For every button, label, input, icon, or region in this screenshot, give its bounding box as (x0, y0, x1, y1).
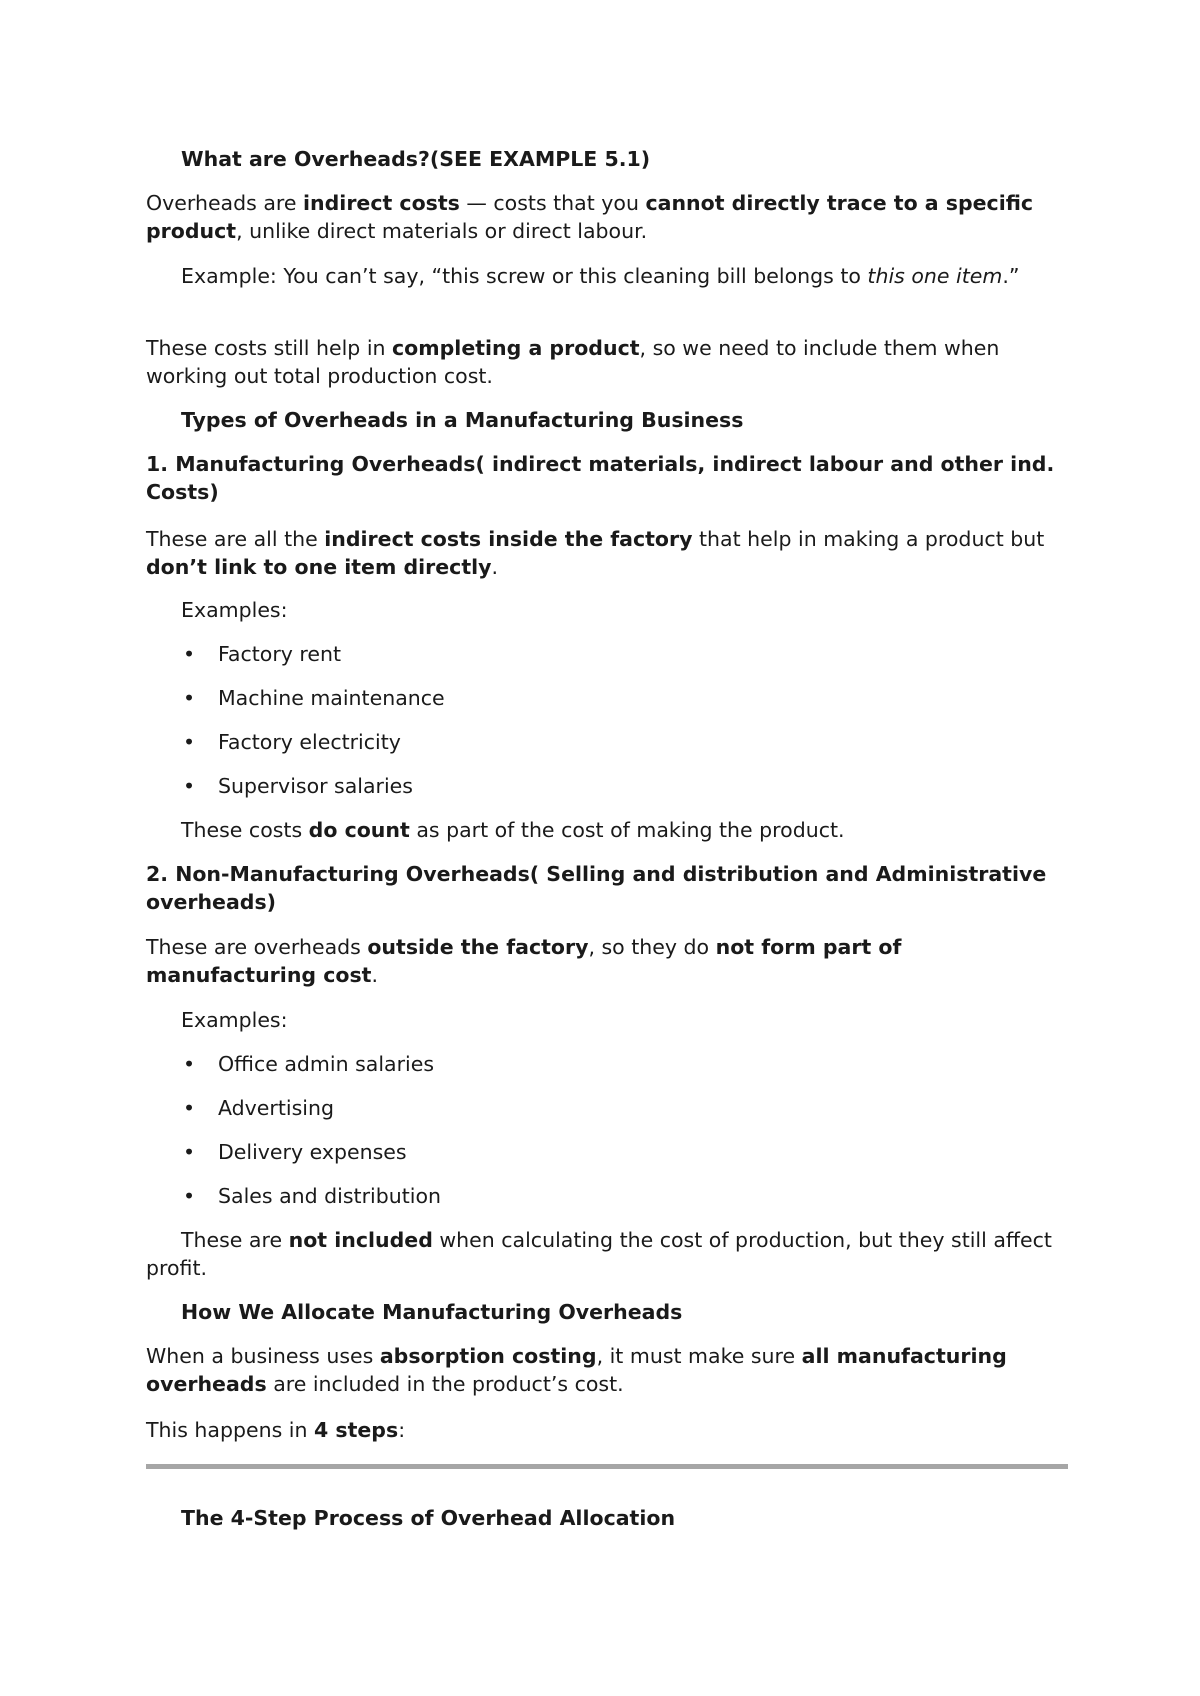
bullet-icon: • (183, 642, 196, 666)
paragraph-four-steps: This happens in 4 steps: (146, 1418, 406, 1442)
bullet-icon: • (183, 1052, 196, 1076)
list-item-text: Supervisor salaries (218, 774, 413, 798)
paragraph-not-included: These are not included when calculating the cost of production, but they still affect profit. (146, 1228, 1052, 1280)
heading-what-are-overheads: What are Overheads?(SEE EXAMPLE 5.1) (181, 147, 651, 171)
paragraph-do-count: These costs do count as part of the cost of making the product. (181, 818, 845, 842)
list-item-text: Machine maintenance (218, 686, 445, 710)
bullet-icon: • (183, 1140, 196, 1164)
list-item-text: Factory rent (218, 642, 342, 666)
examples-label: Examples: (181, 598, 288, 622)
bullet-icon: • (183, 1096, 196, 1120)
paragraph-non-manufacturing-desc: These are overheads outside the factory, so they do not form part of manufacturing cost. (146, 935, 902, 987)
heading-non-manufacturing-overheads: 2. Non-Manufacturing Overheads( Selling and distribution and Administrative overheads) (146, 862, 1047, 914)
list-item-text: Factory electricity (218, 730, 401, 754)
heading-manufacturing-overheads: 1. Manufacturing Overheads( indirect materials, indirect labour and other ind. Costs) (146, 452, 1055, 504)
horizontal-divider (146, 1464, 1068, 1469)
list-item-text: Sales and distribution (218, 1184, 441, 1208)
paragraph-absorption-costing: When a business uses absorption costing, it must make sure all manufacturing overheads are included in the product’s cost. (146, 1344, 1007, 1396)
bullet-icon: • (183, 730, 196, 754)
paragraph-example: Example: You can’t say, “this screw or this cleaning bill belongs to this one item.” (181, 264, 1020, 288)
heading-four-step-process: The 4-Step Process of Overhead Allocation (181, 1506, 676, 1530)
bullet-icon: • (183, 1184, 196, 1208)
bullet-icon: • (183, 774, 196, 798)
paragraph-completing-product: These costs still help in completing a product, so we need to include them when working out total production cost. (146, 336, 1000, 388)
paragraph-definition: Overheads are indirect costs — costs that you cannot directly trace to a specific product, unlike direct materials or direct labour. (146, 191, 1034, 243)
heading-types-of-overheads: Types of Overheads in a Manufacturing Business (181, 408, 744, 432)
list-item-text: Office admin salaries (218, 1052, 435, 1076)
heading-how-we-allocate: How We Allocate Manufacturing Overheads (181, 1300, 683, 1324)
paragraph-manufacturing-desc: These are all the indirect costs inside the factory that help in making a product but don’t link to one item directly. (146, 527, 1045, 579)
bullet-icon: • (183, 686, 196, 710)
list-item-text: Delivery expenses (218, 1140, 407, 1164)
list-item-text: Advertising (218, 1096, 334, 1120)
examples-label: Examples: (181, 1008, 288, 1032)
